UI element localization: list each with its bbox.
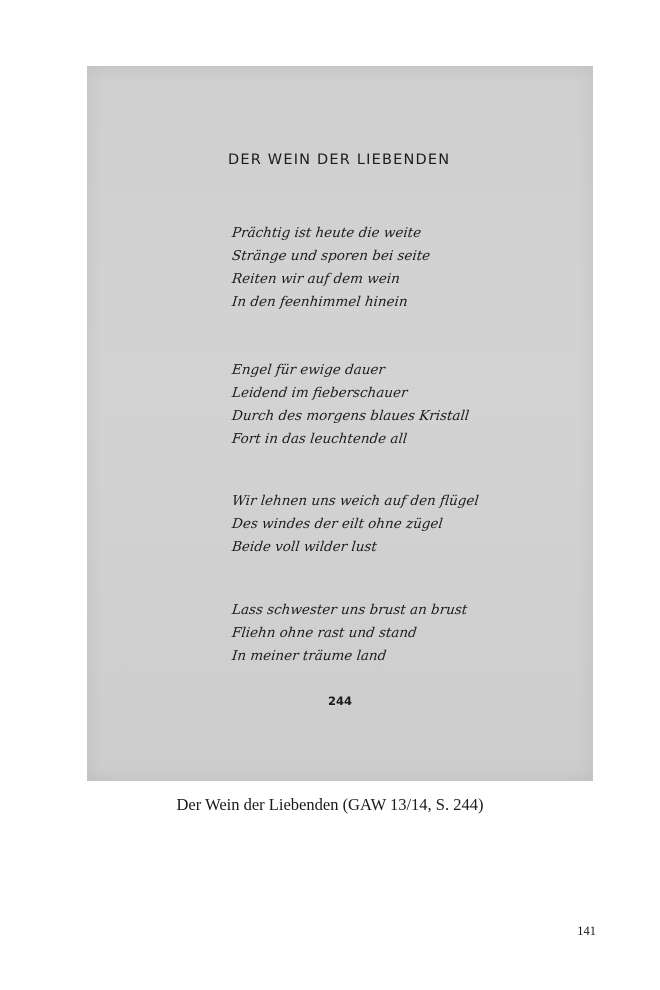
- facsimile-plate: [87, 66, 593, 781]
- poem-line: Des windes der eilt ohne zügel: [231, 516, 444, 532]
- plate-page-number: 244: [327, 694, 352, 708]
- poem-line: Wir lehnen uns weich auf den flügel: [231, 493, 480, 509]
- stanza-4: [232, 599, 532, 668]
- poem-line: Reiten wir auf dem wein: [231, 271, 401, 287]
- page-number: 141: [577, 924, 596, 938]
- poem-line: Durch des morgens blaues Kristall: [231, 408, 471, 424]
- poem-line: Leidend im fieberschauer: [231, 385, 409, 401]
- figure-caption: Der Wein der Liebenden (GAW 13/14, S. 244): [176, 795, 484, 814]
- stanza-2: [232, 359, 532, 451]
- poem-line: Prächtig ist heute die weite: [231, 225, 422, 241]
- poem-line: Beide voll wilder lust: [231, 539, 378, 555]
- poem-title: DER WEIN DER LIEBENDEN: [228, 152, 451, 168]
- poem-line: Lass schwester uns brust an brust: [231, 602, 469, 618]
- poem-line: Stränge und sporen bei seite: [231, 248, 432, 264]
- poem-line: Fort in das leuchtende all: [231, 431, 409, 447]
- stanza-3: [232, 490, 532, 559]
- poem-line: Fliehn ohne rast und stand: [231, 625, 418, 641]
- poem-line: Engel für ewige dauer: [231, 362, 386, 378]
- poem-line: In meiner träume land: [231, 648, 388, 664]
- poem-line: In den feenhimmel hinein: [231, 294, 409, 310]
- stanza-1: [232, 222, 532, 314]
